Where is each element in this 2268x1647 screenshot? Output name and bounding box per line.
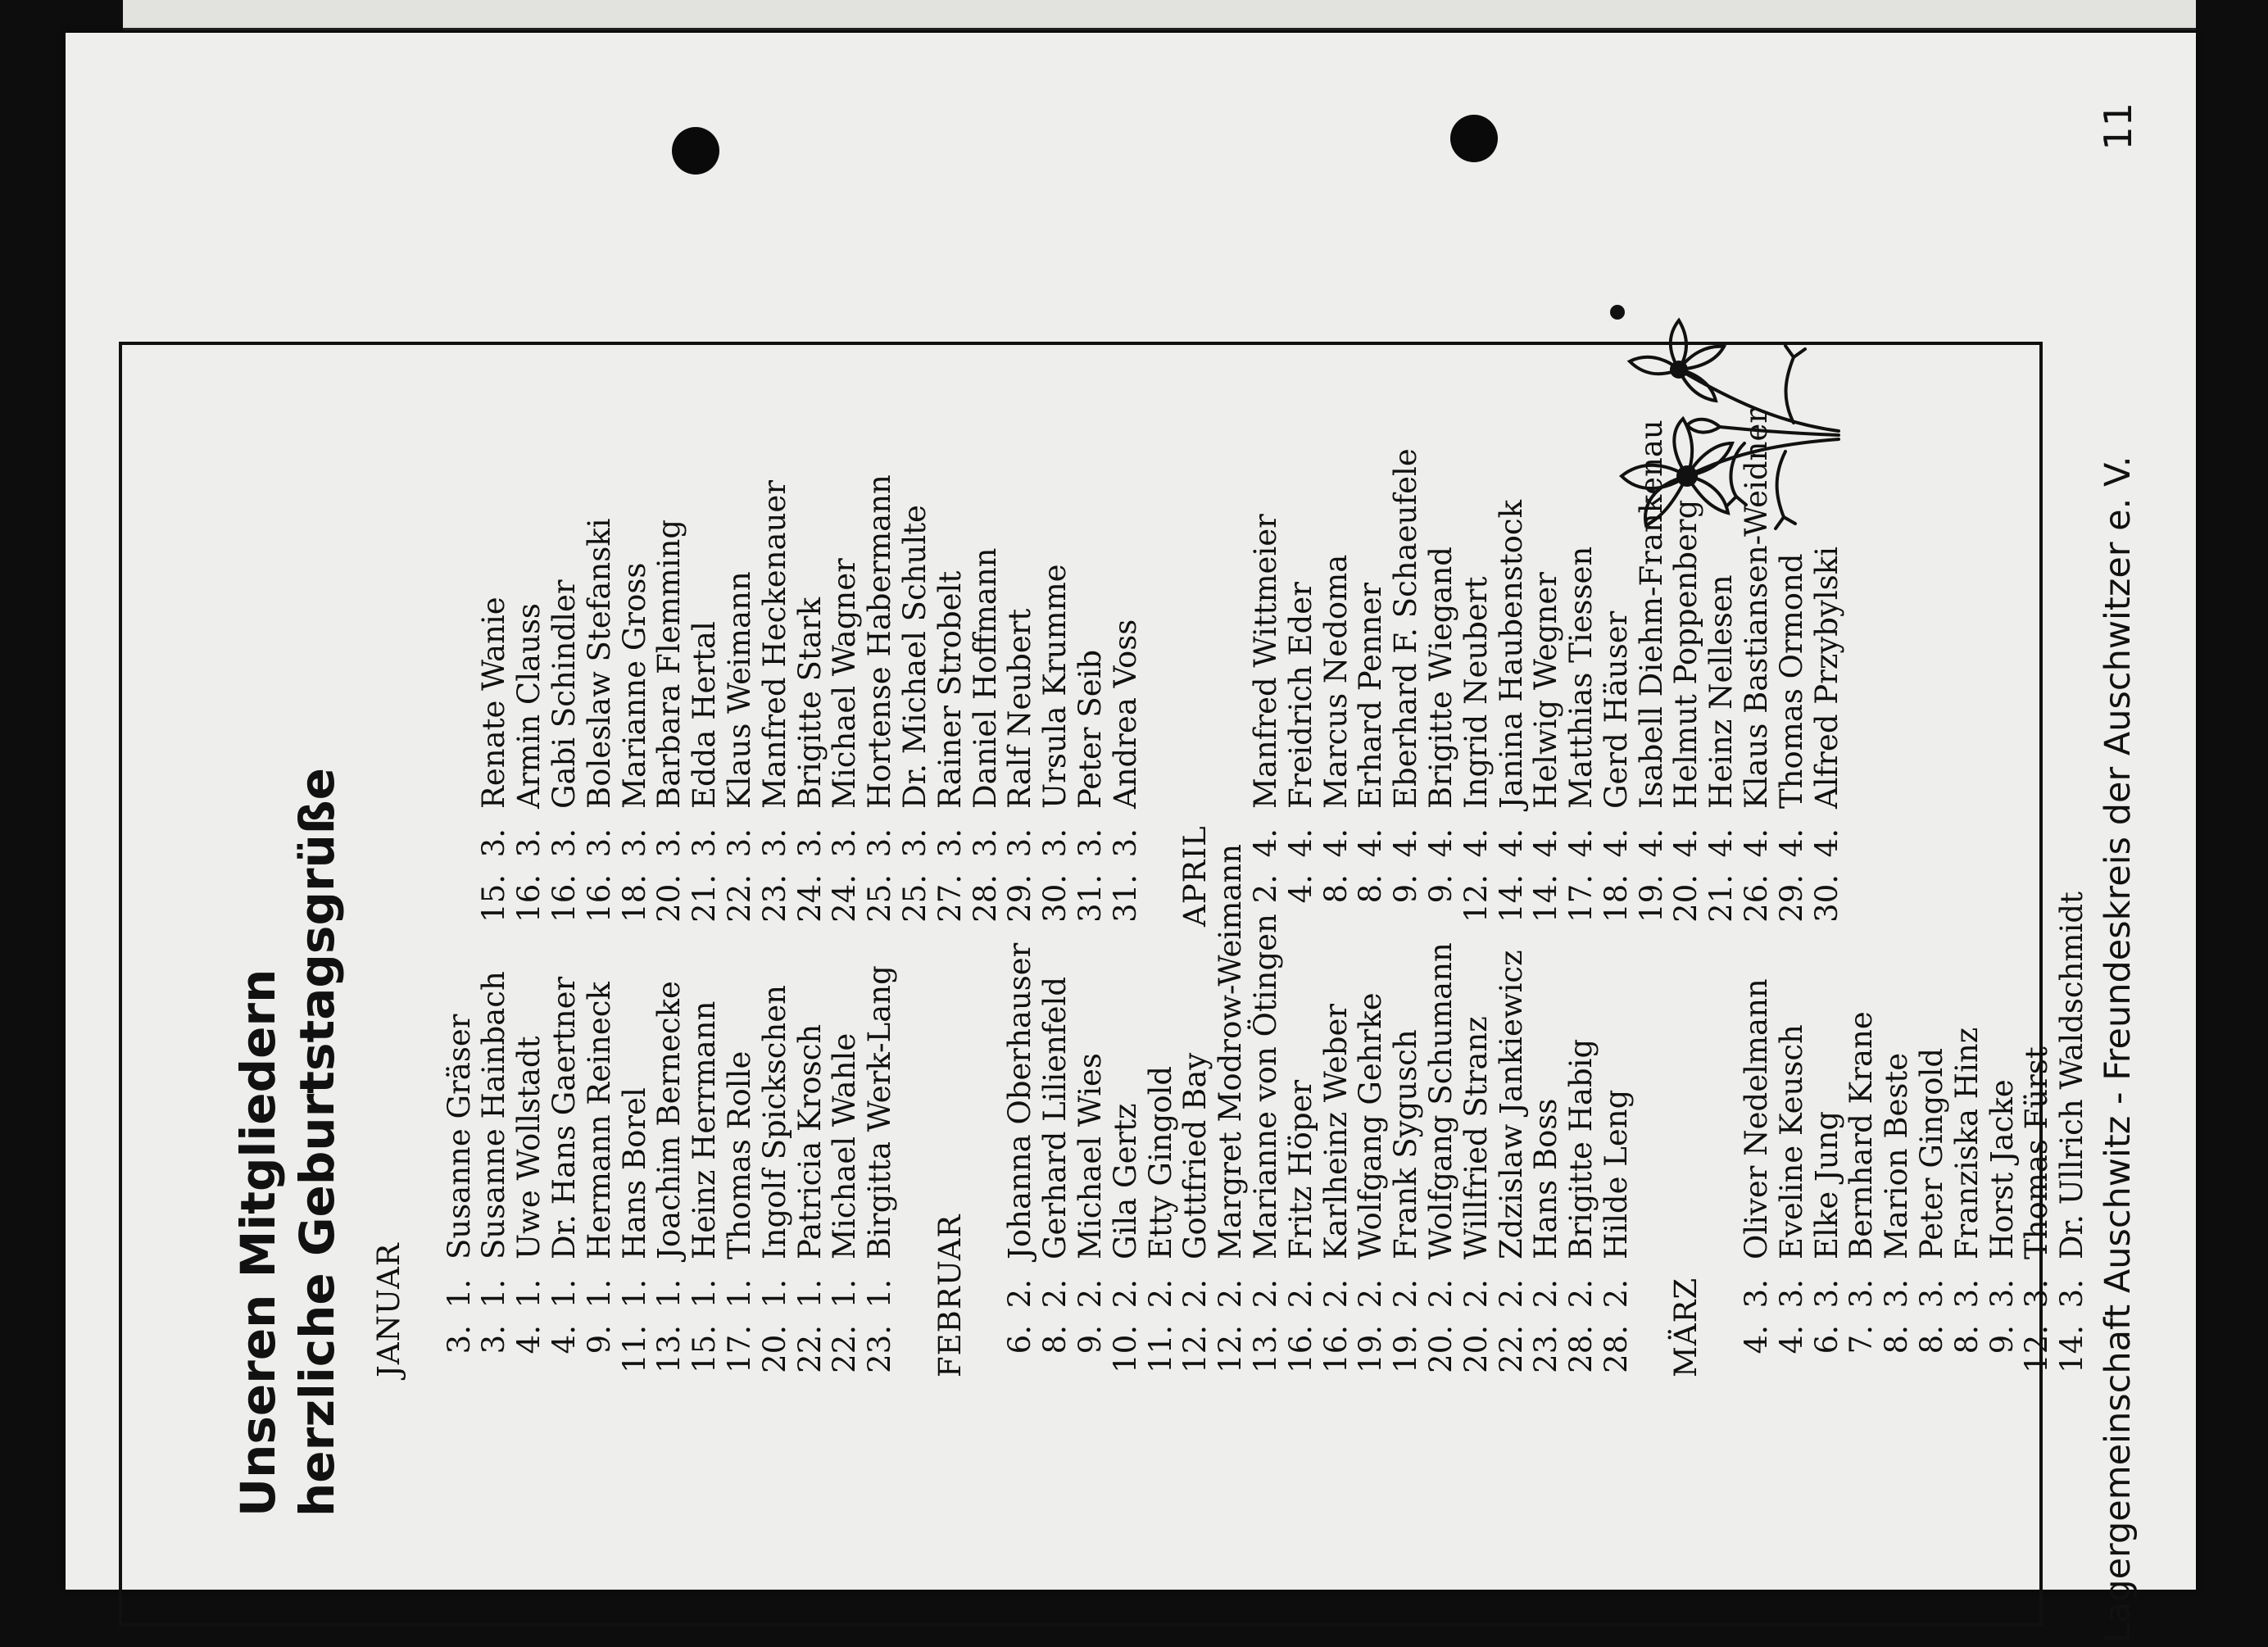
member-name: Margret Modrow-Weimann <box>1213 843 1249 1259</box>
birthday-entry <box>793 409 828 927</box>
member-name: Elke Jung <box>1808 1110 1844 1259</box>
birthday-day: 12. <box>1213 1325 1249 1373</box>
birthday-day: 4. <box>546 1325 582 1354</box>
member-name: Klaus Weimann <box>721 571 757 809</box>
member-name: Freidrich Eder <box>1282 582 1318 809</box>
birthday-entry <box>863 409 898 927</box>
member-name: Hortense Habermann <box>862 474 898 809</box>
birthday-day: 22. <box>792 1325 828 1373</box>
birthday-day: 20. <box>1458 1325 1494 1373</box>
birthday-day: 31. <box>1072 874 1108 923</box>
birthday-day: 14. <box>2054 1325 2090 1373</box>
birthday-day: 18. <box>1598 874 1634 923</box>
birthday-month: 4. <box>1808 828 1844 858</box>
member-name: Brigitte Habig <box>1563 1038 1599 1259</box>
birthday-day: 16. <box>1282 1325 1318 1373</box>
birthday-month: 2. <box>1002 1279 1038 1309</box>
birthday-month: 3. <box>827 828 863 858</box>
member-name: Peter Gingold <box>1914 1047 1950 1259</box>
member-name: Helwig Wegner <box>1528 572 1564 809</box>
birthday-day: 19. <box>1633 874 1669 923</box>
member-name: Michael Wies <box>1072 1053 1108 1259</box>
member-name: Marianne von Ötingen <box>1247 914 1283 1259</box>
birthday-month: 4. <box>1598 828 1634 858</box>
month-heading-februar: FEBRUAR <box>932 1214 968 1377</box>
birthday-day: 23. <box>862 1325 898 1373</box>
birthday-month: 4. <box>1739 828 1775 858</box>
birthday-day: 28. <box>1563 1325 1599 1373</box>
birthday-day: 11. <box>616 1325 652 1373</box>
birthday-month: 4. <box>1528 828 1564 858</box>
birthday-day: 25. <box>896 874 932 923</box>
member-name: Barbara Flemming <box>651 519 687 809</box>
birthday-month: 4. <box>1353 828 1389 858</box>
member-name: Michael Wahle <box>827 1032 863 1259</box>
member-name: Thomas Ormond <box>1773 553 1809 809</box>
birthday-month: 3. <box>1739 1279 1775 1309</box>
month-heading-januar: JANUAR <box>371 1242 406 1377</box>
birthday-month: 3. <box>616 828 652 858</box>
birthday-day: 2. <box>1247 874 1283 904</box>
birthday-entry <box>758 409 793 927</box>
birthday-month: 3. <box>2019 1279 2055 1309</box>
member-name: Ralf Neubert <box>1002 608 1038 809</box>
birthday-day: 13. <box>651 1325 687 1373</box>
birthday-entry <box>1880 844 1915 1377</box>
birthday-month: 4. <box>1458 828 1494 858</box>
birthday-month: 3. <box>476 828 512 858</box>
birthday-month: 4. <box>1633 828 1669 858</box>
birthday-month: 4. <box>1388 828 1424 858</box>
birthday-month: 2. <box>1493 1279 1529 1309</box>
birthday-month: 2. <box>1598 1279 1634 1309</box>
birthday-entry <box>1319 409 1354 927</box>
member-name: Eberhard F. Schaeufele <box>1388 448 1424 809</box>
member-name: Thomas Fürst <box>2019 1046 2055 1259</box>
birthday-day: 15. <box>687 1325 723 1373</box>
birthday-day: 24. <box>792 874 828 923</box>
birthday-entry <box>1915 844 1950 1377</box>
birthday-day: 17. <box>721 1325 757 1373</box>
member-name: Wolfgang Schumann <box>1422 942 1458 1259</box>
birthday-entry <box>1985 844 2021 1377</box>
member-name: Brigitte Stark <box>792 597 828 809</box>
birthday-day: 9. <box>1984 1325 2020 1354</box>
member-name: Manfred Heckenauer <box>756 479 792 809</box>
birthday-day: 6. <box>1808 1325 1844 1354</box>
birthday-entry <box>723 409 758 927</box>
birthday-month: 2. <box>1037 1279 1073 1309</box>
member-name: Johanna Oberhauser <box>1002 942 1038 1259</box>
birthday-month: 2. <box>1107 1279 1143 1309</box>
member-name: Daniel Hoffmann <box>967 547 1003 809</box>
content-frame <box>119 342 2090 1627</box>
birthday-month: 2. <box>1142 1279 1178 1309</box>
birthday-day: 16. <box>546 874 582 923</box>
birthday-day: 8. <box>1914 1325 1950 1354</box>
member-name: Dr. Hans Gaertner <box>546 976 582 1259</box>
member-name: Etty Gingold <box>1142 1065 1178 1259</box>
running-title: Lagergemeinschaft Auschwitz - Freundeskreis der Auschwitzer e. V. <box>2098 456 2139 1643</box>
member-name: Janina Haubenstock <box>1493 499 1529 809</box>
month-heading-maerz: MÄRZ <box>1668 1277 1704 1377</box>
birthday-day: 9. <box>1072 1325 1108 1354</box>
member-name: Horst Jacke <box>1984 1079 2020 1259</box>
birthday-month: 2. <box>1247 1279 1283 1309</box>
flower-illustration-icon <box>1597 304 1843 574</box>
member-name: Karlheinz Weber <box>1318 1003 1354 1259</box>
birthday-day: 7. <box>1844 1325 1880 1354</box>
birthday-day: 18. <box>616 874 652 923</box>
birthday-month: 4. <box>1703 828 1740 858</box>
member-name: Susanne Hainbach <box>476 971 512 1259</box>
member-name: Willfried Stranz <box>1458 1016 1494 1259</box>
member-name: Heinz Herrmann <box>687 1000 723 1259</box>
birthday-day: 8. <box>1037 1325 1073 1354</box>
birthday-month: 3. <box>2054 1279 2090 1309</box>
member-name: Wolfgang Gehrke <box>1353 992 1389 1259</box>
birthday-month: 1. <box>581 1279 617 1309</box>
birthday-month: 1. <box>862 1279 898 1309</box>
birthday-month: 4. <box>1493 828 1529 858</box>
birthday-month: 3. <box>932 828 968 858</box>
birthday-day: 11. <box>1142 1325 1178 1373</box>
birthday-month: 4. <box>1668 828 1704 858</box>
member-name: Birgitta Werk-Lang <box>862 965 898 1259</box>
birthday-month: 3. <box>546 828 582 858</box>
birthday-entry <box>2020 844 2055 1377</box>
birthday-day: 21. <box>687 874 723 923</box>
birthday-day: 23. <box>1528 1325 1564 1373</box>
birthday-month: 3. <box>1984 1279 2020 1309</box>
birthday-day: 21. <box>1703 874 1740 923</box>
member-name: Gottfried Bay <box>1177 1052 1213 1259</box>
birthday-month: 1. <box>511 1279 547 1309</box>
birthday-day: 12. <box>1458 874 1494 923</box>
member-name: Hans Borel <box>616 1087 652 1259</box>
page-number: 11 <box>2096 102 2140 151</box>
member-name: Manfred Wittmeier <box>1247 514 1283 809</box>
birthday-month: 3. <box>1773 1279 1809 1309</box>
page-title <box>229 533 347 1517</box>
birthday-entry <box>828 409 863 927</box>
birthday-day: 8. <box>1353 874 1389 904</box>
birthday-month: 2. <box>1318 1279 1354 1309</box>
member-name: Ingolf Spickschen <box>756 985 792 1259</box>
birthday-day: 17. <box>1563 874 1599 923</box>
birthday-day: 29. <box>1773 874 1809 923</box>
birthday-month: 3. <box>1808 1279 1844 1309</box>
birthday-day: 4. <box>1773 1325 1809 1354</box>
member-name: Gerhard Lilienfeld <box>1037 976 1073 1259</box>
birthday-day: 3. <box>441 1325 477 1354</box>
birthday-entry <box>968 409 1004 927</box>
birthday-month: 1. <box>546 1279 582 1309</box>
birthday-day: 26. <box>1739 874 1775 923</box>
member-name: Armin Clauss <box>511 603 547 809</box>
rotated-page-content <box>119 102 2151 1643</box>
birthday-month: 3. <box>1914 1279 1950 1309</box>
birthday-day: 4. <box>511 1325 547 1354</box>
member-name: Ingrid Neubert <box>1458 576 1494 809</box>
member-name: Peter Seib <box>1072 649 1108 809</box>
birthday-day: 6. <box>1002 1325 1038 1354</box>
birthday-day: 9. <box>1422 874 1458 904</box>
birthday-month: 3. <box>651 828 687 858</box>
previous-page-edge <box>123 0 2196 30</box>
birthday-entry <box>1950 844 1985 1377</box>
birthday-list-maerz-continued <box>477 409 1143 927</box>
birthday-day: 19. <box>1388 1325 1424 1373</box>
member-name: Erhard Penner <box>1353 582 1389 809</box>
member-name: Hermann Reineck <box>581 982 617 1259</box>
birthday-day: 19. <box>1353 1325 1389 1373</box>
member-name: Heinz Nellesen <box>1703 574 1740 809</box>
birthday-month: 2. <box>1213 1279 1249 1309</box>
birthday-month: 2. <box>1563 1279 1599 1309</box>
birthday-entry <box>547 409 583 927</box>
birthday-month: 2. <box>1422 1279 1458 1309</box>
birthday-day: 9. <box>1388 874 1424 904</box>
member-name: Frank Sygusch <box>1388 1029 1424 1259</box>
birthday-day: 30. <box>1037 874 1073 923</box>
birthday-day: 28. <box>967 874 1003 923</box>
birthday-day: 22. <box>1493 1325 1529 1373</box>
running-header <box>2093 102 2143 1643</box>
birthday-entry <box>477 409 512 927</box>
birthday-month: 1. <box>721 1279 757 1309</box>
birthday-month: 3. <box>967 828 1003 858</box>
birthday-day: 27. <box>932 874 968 923</box>
birthday-entry <box>1529 409 1564 927</box>
birthday-day: 22. <box>827 1325 863 1373</box>
birthday-day: 8. <box>1948 1325 1984 1354</box>
birthday-day: 31. <box>1107 874 1143 923</box>
member-name: Marianne Gross <box>616 562 652 809</box>
birthday-day: 8. <box>1879 1325 1915 1354</box>
birthday-month: 4. <box>1563 828 1599 858</box>
member-name: Patricia Krosch <box>792 1023 828 1259</box>
birthday-month: 3. <box>792 828 828 858</box>
birthday-entry <box>1459 409 1495 927</box>
birthday-month: 2. <box>1458 1279 1494 1309</box>
birthday-day: 16. <box>581 874 617 923</box>
birthday-month: 3. <box>687 828 723 858</box>
member-name: Dr. Ullrich Waldschmidt <box>2054 892 2090 1259</box>
member-name: Fritz Höper <box>1282 1079 1318 1259</box>
birthday-month: 1. <box>756 1279 792 1309</box>
birthday-day: 20. <box>651 874 687 923</box>
birthday-day: 25. <box>862 874 898 923</box>
birthday-day: 23. <box>756 874 792 923</box>
month-heading-april: APRIL <box>1177 825 1213 927</box>
member-name: Bernhard Krane <box>1844 1011 1880 1259</box>
member-name: Edda Hertal <box>687 621 723 809</box>
birthday-entry <box>1495 409 1530 927</box>
birthday-entry <box>583 409 618 927</box>
birthday-day: 28. <box>1598 1325 1634 1373</box>
birthday-entry <box>1109 409 1144 927</box>
member-name: Oliver Nedelmann <box>1739 978 1775 1259</box>
member-name: Dr. Michael Schulte <box>896 505 932 809</box>
birthday-month: 3. <box>1002 828 1038 858</box>
member-name: Brigitte Wiegand <box>1422 547 1458 809</box>
birthday-month: 2. <box>1177 1279 1213 1309</box>
birthday-month: 3. <box>1844 1279 1880 1309</box>
birthday-day: 12. <box>1177 1325 1213 1373</box>
birthday-month: 2. <box>1388 1279 1424 1309</box>
member-name: Matthias Tiessen <box>1563 546 1599 809</box>
title-line-1: Unseren Mitgliedern <box>230 969 286 1517</box>
birthday-month: 3. <box>1107 828 1143 858</box>
birthday-day: 29. <box>1002 874 1038 923</box>
birthday-month: 3. <box>1879 1279 1915 1309</box>
birthday-day: 4. <box>1282 874 1318 904</box>
member-name: Joachim Bernecke <box>651 981 687 1259</box>
birthday-entry <box>1354 409 1389 927</box>
birthday-day: 14. <box>1528 874 1564 923</box>
birthday-month: 3. <box>721 828 757 858</box>
birthday-month: 3. <box>511 828 547 858</box>
birthday-entry <box>1249 409 1284 927</box>
member-name: Susanne Gräser <box>441 1014 477 1259</box>
member-name: Helmut Poppenberg <box>1668 499 1704 809</box>
birthday-month: 3. <box>581 828 617 858</box>
member-name: Thomas Rolle <box>721 1050 757 1259</box>
birthday-entry <box>933 409 968 927</box>
birthday-entry <box>618 409 653 927</box>
birthday-entry <box>2055 844 2090 1377</box>
member-name: Andrea Voss <box>1107 619 1143 809</box>
birthday-month: 2. <box>1072 1279 1108 1309</box>
birthday-month: 1. <box>476 1279 512 1309</box>
birthday-month: 3. <box>862 828 898 858</box>
member-name: Marion Beste <box>1879 1052 1915 1259</box>
birthday-entry <box>1389 409 1424 927</box>
birthday-entry <box>1003 409 1038 927</box>
birthday-month: 4. <box>1773 828 1809 858</box>
member-name: Franziska Hinz <box>1948 1027 1984 1259</box>
birthday-day: 16. <box>1318 1325 1354 1373</box>
birthday-month: 3. <box>1948 1279 1984 1309</box>
member-name: Alfred Przybylski <box>1808 547 1844 809</box>
birthday-entry <box>1564 409 1599 927</box>
member-name: Eveline Keusch <box>1773 1024 1809 1259</box>
birthday-month: 4. <box>1247 828 1283 858</box>
birthday-day: 13. <box>1247 1325 1283 1373</box>
birthday-month: 3. <box>1037 828 1073 858</box>
birthday-month: 2. <box>1353 1279 1389 1309</box>
birthday-entry <box>1844 844 1880 1377</box>
birthday-day: 15. <box>476 874 512 923</box>
birthday-month: 1. <box>792 1279 828 1309</box>
member-name: Ursula Krumme <box>1037 564 1073 809</box>
member-name: Marcus Nedoma <box>1318 554 1354 809</box>
birthday-entry <box>652 409 687 927</box>
birthday-entry <box>1038 409 1073 927</box>
member-name: Gila Gertz <box>1107 1103 1143 1259</box>
birthday-month: 2. <box>1282 1279 1318 1309</box>
birthday-day: 30. <box>1808 874 1844 923</box>
birthday-day: 3. <box>476 1325 512 1354</box>
member-name: Isabell Diehm-Frankenau <box>1633 420 1669 809</box>
member-name: Klaus Bastiansen-Weidner <box>1739 409 1775 809</box>
birthday-month: 3. <box>896 828 932 858</box>
birthday-entry <box>512 409 547 927</box>
member-name: Renate Wanie <box>476 597 512 809</box>
birthday-month: 1. <box>616 1279 652 1309</box>
birthday-day: 20. <box>756 1325 792 1373</box>
birthday-month: 1. <box>687 1279 723 1309</box>
birthday-day: 14. <box>1493 874 1529 923</box>
birthday-day: 24. <box>827 874 863 923</box>
member-name: Gabi Schindler <box>546 579 582 809</box>
birthday-day: 22. <box>721 874 757 923</box>
birthday-day: 4. <box>1739 1325 1775 1354</box>
birthday-month: 1. <box>651 1279 687 1309</box>
birthday-day: 12. <box>2019 1325 2055 1373</box>
member-name: Zdzislaw Jankiewicz <box>1493 950 1529 1259</box>
birthday-month: 2. <box>1528 1279 1564 1309</box>
member-name: Hilde Leng <box>1598 1089 1634 1259</box>
birthday-day: 16. <box>511 874 547 923</box>
birthday-month: 3. <box>1072 828 1108 858</box>
title-line-2: herzliche Geburtstagsgrüße <box>289 768 345 1517</box>
birthday-day: 20. <box>1668 874 1704 923</box>
birthday-month: 4. <box>1422 828 1458 858</box>
birthday-entry <box>1424 409 1459 927</box>
member-name: Michael Wagner <box>827 558 863 809</box>
birthday-entry <box>1073 409 1109 927</box>
member-name: Boleslaw Stefanski <box>581 518 617 809</box>
birthday-month: 1. <box>827 1279 863 1309</box>
birthday-month: 4. <box>1282 828 1318 858</box>
member-name: Uwe Wollstadt <box>511 1036 547 1259</box>
birthday-month: 1. <box>441 1279 477 1309</box>
birthday-entry <box>687 409 723 927</box>
member-name: Rainer Strobelt <box>932 570 968 809</box>
birthday-day: 10. <box>1107 1325 1143 1373</box>
birthday-month: 3. <box>756 828 792 858</box>
member-name: Gerd Häuser <box>1598 610 1634 809</box>
member-name: Hans Boss <box>1528 1098 1564 1259</box>
birthday-day: 20. <box>1422 1325 1458 1373</box>
birthday-day: 8. <box>1318 874 1354 904</box>
birthday-month: 4. <box>1318 828 1354 858</box>
birthday-day: 9. <box>581 1325 617 1354</box>
birthday-entry <box>1284 409 1319 927</box>
birthday-entry <box>898 409 933 927</box>
